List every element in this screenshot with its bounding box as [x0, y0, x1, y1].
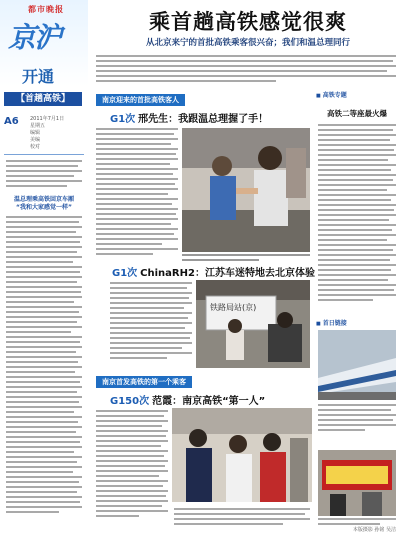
- bottom-article-headline: [110, 392, 265, 407]
- top-article-headline: [110, 110, 268, 125]
- sidebar-title: [6, 196, 82, 212]
- photo-credit: 本版摄影 孙铭 吴洁: [352, 527, 396, 533]
- newspaper-logo: 都市晚报: [28, 5, 64, 14]
- bottom-train-number-tag: G150次: [110, 396, 150, 407]
- bottom-caption-text: [174, 508, 310, 538]
- meta-editor: 编辑: [30, 130, 41, 136]
- signboard-photo-graphic: [318, 450, 396, 516]
- top-photo-caption: [182, 254, 310, 264]
- top-caption-lines: [182, 254, 310, 264]
- meta-designer: 美编: [30, 137, 41, 143]
- sidebar-text-top: [6, 160, 82, 190]
- brand-sub-text: 开通: [22, 67, 55, 86]
- mid-train-number-tag: G1次: [112, 268, 138, 279]
- train-photo-graphic: [318, 330, 396, 400]
- headline: 乘首趟高铁感觉很爽: [149, 9, 347, 34]
- section-tag: 【首趟高铁】: [4, 92, 82, 106]
- signboard-photo: [318, 450, 396, 516]
- bottom-section-banner: 南京首发高铁的第一个乘客: [96, 376, 192, 388]
- bottom-article-text: [96, 410, 168, 520]
- meta-weekday: 星期五: [30, 123, 46, 129]
- top-section-banner: 南京迎来的首批高铁客人: [96, 94, 185, 106]
- mid-article-headline: [112, 264, 315, 279]
- sidebar-title-text: 温总理乘高铁回京车厢 “我和大家感觉一样”: [13, 196, 74, 211]
- right-section-tag-1: ■ 高铁专题: [316, 90, 347, 99]
- right-article-title: 高铁二等座最火爆: [327, 109, 387, 118]
- bottom-headline-text: 范霞：南京高铁“第一人”: [152, 396, 266, 407]
- handshake-photo-graphic: [182, 128, 310, 252]
- divider: [4, 154, 84, 155]
- meta-date: 2011年7月1日: [30, 116, 65, 122]
- right-photo-caption: [318, 404, 396, 446]
- sidebar-article-text: [6, 216, 82, 516]
- first-passenger-photo: [172, 408, 312, 502]
- page-number: A6: [4, 116, 19, 127]
- mid-article-text: [110, 282, 192, 370]
- left-column: [0, 0, 88, 544]
- train-photo: [318, 330, 396, 400]
- train-number-tag: G1次: [110, 114, 136, 125]
- first-passenger-photo-graphic: [172, 408, 312, 502]
- subheadline: 从北京来宁的首批高铁乘客很兴奋；我们和温总理同行: [145, 38, 350, 48]
- right-article-text: [318, 124, 396, 304]
- ticket-sign-text: 铁路局站(京): [210, 303, 257, 312]
- lead-text: [96, 55, 396, 83]
- top-article-text: [96, 128, 178, 258]
- meta-proofreader: 校对: [30, 144, 41, 150]
- brand-big-text: 京沪: [8, 21, 61, 54]
- handshake-photo: [182, 128, 310, 252]
- mid-headline-text: ChinaRH2：江苏车迷特地去北京体验: [140, 268, 315, 279]
- top-headline-text: 邢先生：我跟温总理握了手！: [138, 114, 269, 125]
- ticket-photo-graphic: [196, 280, 310, 368]
- page-meta: [30, 116, 64, 151]
- ticket-photo: [196, 280, 310, 368]
- brand-block: [0, 0, 88, 86]
- right-section-tag-2: ■ 首日链接: [316, 318, 347, 327]
